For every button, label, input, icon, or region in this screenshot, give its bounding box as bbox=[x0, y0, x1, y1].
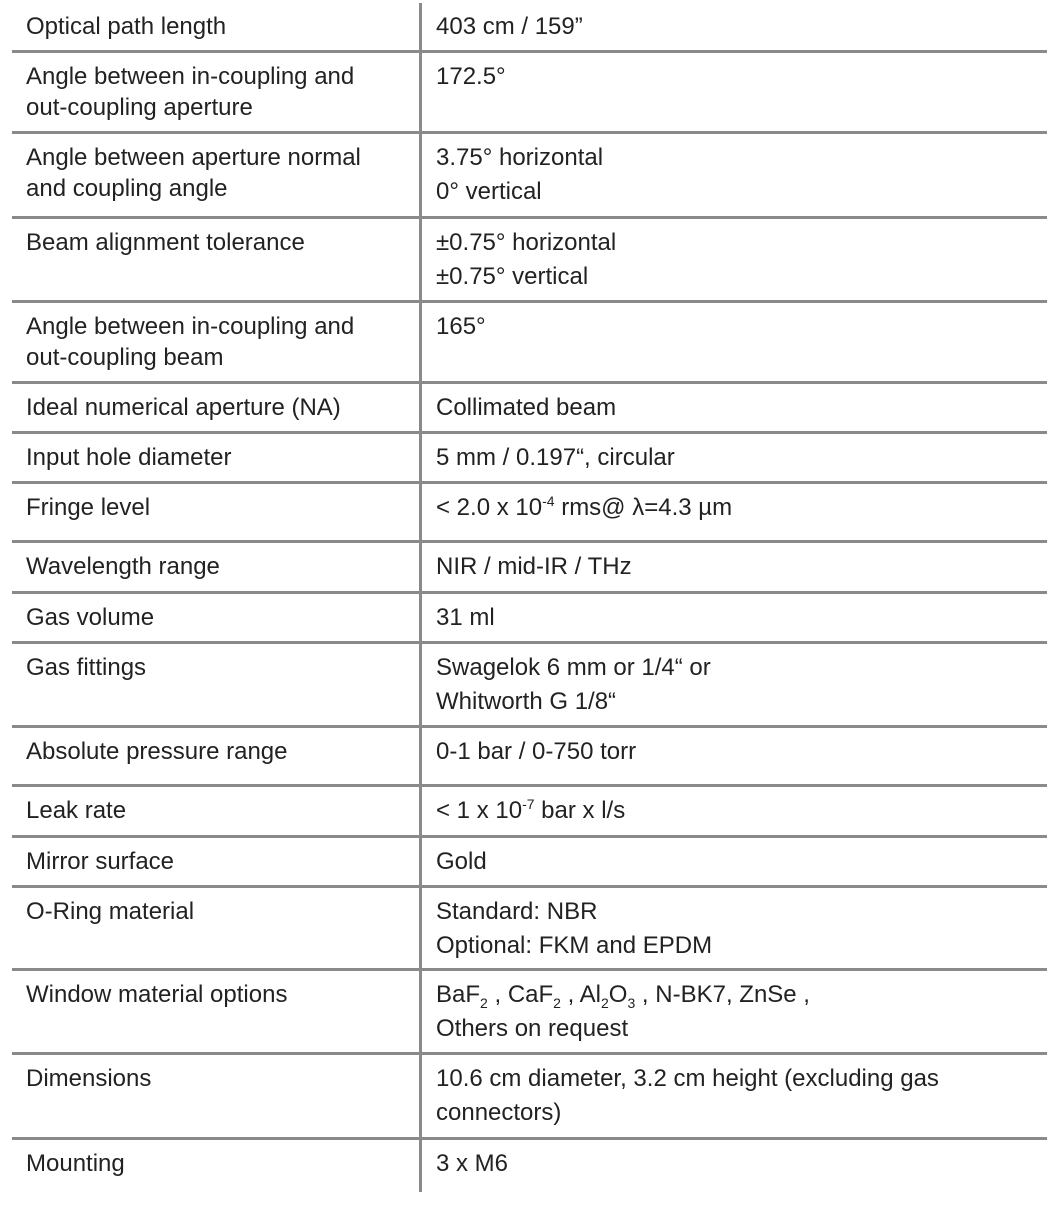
spec-label-line: Wavelength range bbox=[26, 553, 220, 580]
spec-value-line: Whitworth G 1/8“ bbox=[436, 688, 617, 715]
spec-label bbox=[12, 1140, 422, 1192]
text-run: rms@ λ=4.3 µm bbox=[554, 494, 733, 521]
spec-row bbox=[12, 644, 1047, 728]
spec-label-line: Mirror surface bbox=[26, 848, 175, 875]
spec-value-line bbox=[436, 979, 1039, 1010]
spec-label bbox=[12, 971, 422, 1052]
spec-label bbox=[12, 53, 422, 131]
spec-value bbox=[422, 888, 1047, 968]
spec-value bbox=[422, 134, 1047, 216]
spec-label bbox=[12, 543, 422, 591]
spec-label-line: out-coupling aperture bbox=[26, 94, 253, 121]
spec-value-line: 165° bbox=[436, 313, 486, 340]
subscript: 2 bbox=[553, 994, 561, 1011]
text-run: Others on request bbox=[436, 1015, 629, 1042]
subscript: 2 bbox=[600, 994, 609, 1011]
spec-label-line: Dimensions bbox=[26, 1065, 152, 1092]
spec-label-line: Window material options bbox=[26, 981, 288, 1008]
text-run: , N-BK7, ZnSe , bbox=[635, 981, 810, 1008]
text-run: BaF bbox=[436, 981, 481, 1008]
spec-value bbox=[422, 644, 1047, 725]
spec-row bbox=[12, 787, 1047, 838]
spec-label-line: Angle between in-coupling and bbox=[26, 313, 355, 340]
spec-value bbox=[422, 787, 1047, 835]
spec-label-line: Absolute pressure range bbox=[26, 738, 288, 765]
superscript: -4 bbox=[542, 493, 555, 509]
spec-label-line: out-coupling beam bbox=[26, 344, 224, 371]
spec-label-line: Angle between in-coupling and bbox=[26, 63, 355, 90]
spec-value-line: 172.5° bbox=[436, 63, 506, 90]
spec-value-line: Gold bbox=[436, 848, 487, 875]
spec-label-line: Ideal numerical aperture (NA) bbox=[26, 394, 341, 421]
spec-value-line: Swagelok 6 mm or 1/4“ or bbox=[436, 654, 711, 681]
subscript: 3 bbox=[627, 994, 636, 1011]
spec-label-line: Fringe level bbox=[26, 494, 151, 521]
spec-label bbox=[12, 838, 422, 885]
spec-row bbox=[12, 728, 1047, 787]
text-run: < 1 x 10 bbox=[436, 797, 523, 824]
spec-label-line: O-Ring material bbox=[26, 898, 195, 925]
spec-label bbox=[12, 1055, 422, 1137]
spec-row bbox=[12, 594, 1047, 644]
spec-value bbox=[422, 1140, 1047, 1192]
spec-value-line: 0° vertical bbox=[436, 178, 542, 205]
spec-value-line: ±0.75° horizontal bbox=[436, 229, 617, 256]
spec-label bbox=[12, 219, 422, 300]
spec-label bbox=[12, 484, 422, 540]
spec-label bbox=[12, 644, 422, 725]
spec-label bbox=[12, 134, 422, 216]
spec-value-line bbox=[436, 795, 1039, 826]
spec-row bbox=[12, 53, 1047, 134]
spec-label-line: Beam alignment tolerance bbox=[26, 229, 305, 256]
spec-value bbox=[422, 303, 1047, 381]
text-run: bar x l/s bbox=[534, 797, 626, 824]
spec-value-line bbox=[436, 1013, 1039, 1044]
spec-label bbox=[12, 888, 422, 968]
spec-label-line: Gas volume bbox=[26, 604, 155, 631]
spec-row bbox=[12, 971, 1047, 1055]
subscript: 2 bbox=[480, 994, 488, 1011]
spec-label-line: Optical path length bbox=[26, 13, 227, 40]
spec-row bbox=[12, 134, 1047, 219]
spec-value-line: Standard: NBR bbox=[436, 898, 598, 925]
spec-label-line: Input hole diameter bbox=[26, 444, 232, 471]
spec-value-line: 3 x M6 bbox=[436, 1150, 509, 1177]
spec-label-line: Angle between aperture normal bbox=[26, 144, 361, 171]
spec-value-line: Optional: FKM and EPDM bbox=[436, 932, 713, 959]
spec-value bbox=[422, 971, 1047, 1052]
spec-label-line: Mounting bbox=[26, 1150, 125, 1177]
spec-row bbox=[12, 384, 1047, 434]
spec-row bbox=[12, 434, 1047, 484]
spec-row bbox=[12, 484, 1047, 543]
spec-value bbox=[422, 384, 1047, 431]
spec-value-line: 31 ml bbox=[436, 604, 495, 631]
spec-label bbox=[12, 434, 422, 481]
text-run: , CaF bbox=[487, 981, 554, 1008]
text-run: < 2.0 x 10 bbox=[436, 494, 543, 521]
spec-label bbox=[12, 787, 422, 835]
spec-value bbox=[422, 219, 1047, 300]
spec-row bbox=[12, 3, 1047, 53]
spec-value bbox=[422, 543, 1047, 591]
spec-value bbox=[422, 3, 1047, 50]
spec-value-line: 403 cm / 159” bbox=[436, 13, 583, 40]
spec-value bbox=[422, 53, 1047, 131]
spec-label-line: Gas fittings bbox=[26, 654, 147, 681]
spec-value-line: Collimated beam bbox=[436, 394, 617, 421]
spec-label bbox=[12, 303, 422, 381]
spec-row bbox=[12, 543, 1047, 594]
spec-row bbox=[12, 888, 1047, 971]
spec-label bbox=[12, 728, 422, 784]
superscript: -7 bbox=[522, 796, 535, 812]
spec-row bbox=[12, 219, 1047, 303]
spec-value-line: 3.75° horizontal bbox=[436, 144, 604, 171]
text-run: , Al bbox=[560, 981, 601, 1008]
spec-value-line: 5 mm / 0.197“, circular bbox=[436, 444, 675, 471]
spec-label bbox=[12, 594, 422, 641]
spec-label-line: and coupling angle bbox=[26, 175, 228, 202]
spec-value-line: NIR / mid-IR / THz bbox=[436, 553, 632, 580]
spec-value-line: ±0.75° vertical bbox=[436, 263, 589, 290]
spec-label-line: Leak rate bbox=[26, 797, 127, 824]
spec-row bbox=[12, 838, 1047, 888]
spec-value-line: 10.6 cm diameter, 3.2 cm height (excluding gas bbox=[436, 1065, 939, 1092]
spec-value bbox=[422, 594, 1047, 641]
spec-table bbox=[12, 3, 1047, 1192]
spec-value-line: 0-1 bar / 0-750 torr bbox=[436, 738, 637, 765]
text-run: O bbox=[608, 981, 628, 1008]
spec-value bbox=[422, 1055, 1047, 1137]
spec-row bbox=[12, 1140, 1047, 1192]
spec-value-line bbox=[436, 492, 1039, 523]
spec-row bbox=[12, 303, 1047, 384]
spec-value bbox=[422, 728, 1047, 784]
spec-label bbox=[12, 3, 422, 50]
spec-value bbox=[422, 838, 1047, 885]
spec-label bbox=[12, 384, 422, 431]
spec-value bbox=[422, 484, 1047, 540]
spec-value bbox=[422, 434, 1047, 481]
spec-value-line: connectors) bbox=[436, 1099, 562, 1126]
spec-row bbox=[12, 1055, 1047, 1140]
